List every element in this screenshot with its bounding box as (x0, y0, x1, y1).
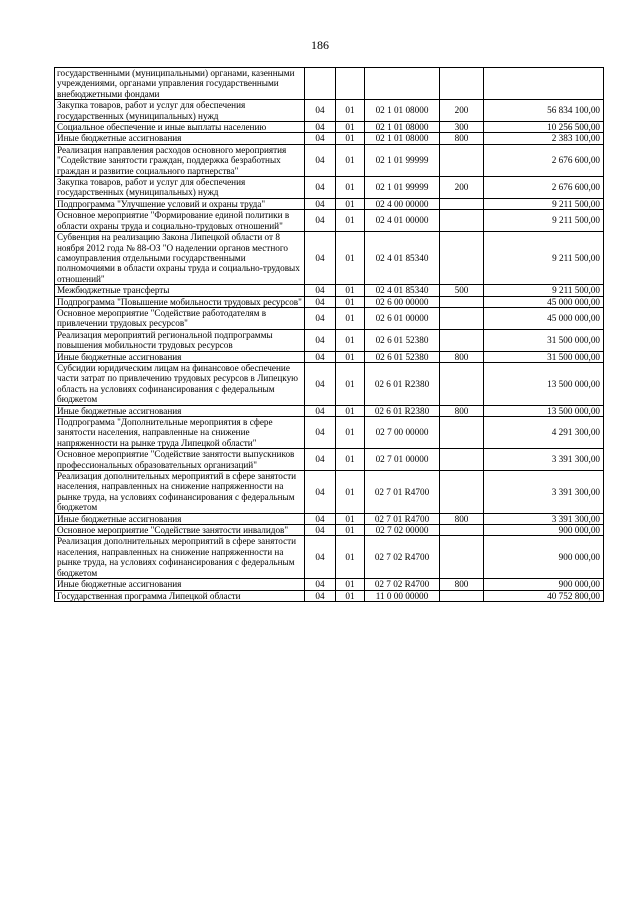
expense-type-cell: 200 (440, 177, 484, 199)
target-article-cell (365, 68, 440, 100)
amount-cell: 45 000 000,00 (484, 307, 604, 329)
expense-type-cell: 800 (440, 513, 484, 524)
section-code-cell: 01 (336, 405, 365, 416)
section-code-cell: 01 (336, 210, 365, 232)
amount-cell: 900 000,00 (484, 525, 604, 536)
admin-code-cell: 04 (305, 329, 336, 351)
section-code-cell: 01 (336, 307, 365, 329)
target-article-cell: 02 7 02 00000 (365, 525, 440, 536)
section-code-cell: 01 (336, 122, 365, 133)
item-name-cell: Реализация дополнительных мероприятий в сфере занятости населения, направленных на снижение напряженности на рынке труда, на условиях софинансирования с федеральным бюджетом (55, 471, 305, 514)
target-article-cell: 02 1 01 08000 (365, 100, 440, 122)
target-article-cell: 02 6 01 52380 (365, 351, 440, 362)
expense-type-cell (440, 232, 484, 285)
admin-code-cell: 04 (305, 536, 336, 579)
expense-type-cell (440, 198, 484, 209)
amount-cell: 40 752 800,00 (484, 590, 604, 601)
expense-type-cell (440, 329, 484, 351)
item-name-cell: Основное мероприятие "Формирование единой политики в области охраны труда и социально-трудовых отношений" (55, 210, 305, 232)
admin-code-cell: 04 (305, 405, 336, 416)
expense-type-cell (440, 210, 484, 232)
expense-type-cell (440, 471, 484, 514)
table-row (55, 210, 604, 232)
budget-table-body (55, 68, 604, 602)
table-row (55, 417, 604, 449)
admin-code-cell: 04 (305, 100, 336, 122)
amount-cell: 9 211 500,00 (484, 285, 604, 296)
table-row (55, 296, 604, 307)
admin-code-cell: 04 (305, 579, 336, 590)
amount-cell: 2 676 600,00 (484, 144, 604, 176)
target-article-cell: 02 4 00 00000 (365, 198, 440, 209)
item-name-cell: Закупка товаров, работ и услуг для обеспечения государственных (муниципальных) нужд (55, 100, 305, 122)
section-code-cell (336, 68, 365, 100)
item-name-cell: Субсидии юридическим лицам на финансовое обеспечение части затрат по привлечению трудовых ресурсов в Липецкую область на условиях софинансирования с федеральным бюджетом (55, 362, 305, 405)
amount-cell: 13 500 000,00 (484, 405, 604, 416)
table-row (55, 525, 604, 536)
admin-code-cell: 04 (305, 449, 336, 471)
table-row (55, 232, 604, 285)
item-name-cell: Закупка товаров, работ и услуг для обеспечения государственных (муниципальных) нужд (55, 177, 305, 199)
target-article-cell: 02 7 01 R4700 (365, 513, 440, 524)
expense-type-cell: 800 (440, 351, 484, 362)
amount-cell: 3 391 300,00 (484, 449, 604, 471)
section-code-cell: 01 (336, 525, 365, 536)
target-article-cell: 02 7 02 R4700 (365, 579, 440, 590)
expense-type-cell: 800 (440, 133, 484, 144)
section-code-cell: 01 (336, 536, 365, 579)
table-row (55, 329, 604, 351)
admin-code-cell: 04 (305, 513, 336, 524)
admin-code-cell (305, 68, 336, 100)
admin-code-cell: 04 (305, 285, 336, 296)
target-article-cell: 02 7 02 R4700 (365, 536, 440, 579)
amount-cell: 31 500 000,00 (484, 329, 604, 351)
amount-cell: 2 676 600,00 (484, 177, 604, 199)
table-row (55, 362, 604, 405)
item-name-cell: Иные бюджетные ассигнования (55, 405, 305, 416)
expense-type-cell: 800 (440, 405, 484, 416)
amount-cell: 3 391 300,00 (484, 471, 604, 514)
target-article-cell: 11 0 00 00000 (365, 590, 440, 601)
target-article-cell: 02 4 01 85340 (365, 285, 440, 296)
budget-table (54, 67, 604, 602)
item-name-cell: государственными (муниципальными) органами, казенными учреждениями, органами управления государственными внебюджетными фондами (55, 68, 305, 100)
section-code-cell: 01 (336, 471, 365, 514)
target-article-cell: 02 6 01 52380 (365, 329, 440, 351)
target-article-cell: 02 6 00 00000 (365, 296, 440, 307)
item-name-cell: Реализация направления расходов основного мероприятия "Содействие занятости граждан, поддержка безработных граждан и развитие социального партнерства" (55, 144, 305, 176)
expense-type-cell (440, 307, 484, 329)
amount-cell: 9 211 500,00 (484, 210, 604, 232)
expense-type-cell (440, 362, 484, 405)
expense-type-cell (440, 296, 484, 307)
expense-type-cell: 500 (440, 285, 484, 296)
target-article-cell: 02 6 01 00000 (365, 307, 440, 329)
target-article-cell: 02 4 01 00000 (365, 210, 440, 232)
target-article-cell: 02 7 01 R4700 (365, 471, 440, 514)
section-code-cell: 01 (336, 296, 365, 307)
target-article-cell: 02 1 01 99999 (365, 177, 440, 199)
section-code-cell: 01 (336, 362, 365, 405)
admin-code-cell: 04 (305, 296, 336, 307)
section-code-cell: 01 (336, 144, 365, 176)
table-row (55, 513, 604, 524)
admin-code-cell: 04 (305, 471, 336, 514)
section-code-cell: 01 (336, 513, 365, 524)
section-code-cell: 01 (336, 285, 365, 296)
target-article-cell: 02 1 01 99999 (365, 144, 440, 176)
target-article-cell: 02 1 01 08000 (365, 133, 440, 144)
admin-code-cell: 04 (305, 351, 336, 362)
expense-type-cell (440, 590, 484, 601)
item-name-cell: Иные бюджетные ассигнования (55, 513, 305, 524)
amount-cell: 9 211 500,00 (484, 232, 604, 285)
target-article-cell: 02 6 01 R2380 (365, 405, 440, 416)
table-row (55, 307, 604, 329)
expense-type-cell (440, 144, 484, 176)
table-row (55, 133, 604, 144)
table-row (55, 405, 604, 416)
amount-cell (484, 68, 604, 100)
expense-type-cell: 200 (440, 100, 484, 122)
item-name-cell: Реализация дополнительных мероприятий в сфере занятости населения, направленных на снижение напряженности на рынке труда, на условиях софинансирования с федеральным бюджетом (55, 536, 305, 579)
table-row (55, 144, 604, 176)
admin-code-cell: 04 (305, 210, 336, 232)
amount-cell: 13 500 000,00 (484, 362, 604, 405)
item-name-cell: Реализация мероприятий региональной подпрограммы повышения мобильности трудовых ресурсов (55, 329, 305, 351)
admin-code-cell: 04 (305, 177, 336, 199)
item-name-cell: Основное мероприятие "Содействие занятости выпускников профессиональных образовательных организаций" (55, 449, 305, 471)
table-row (55, 68, 604, 100)
admin-code-cell: 04 (305, 362, 336, 405)
section-code-cell: 01 (336, 449, 365, 471)
amount-cell: 4 291 300,00 (484, 417, 604, 449)
item-name-cell: Социальное обеспечение и иные выплаты населению (55, 122, 305, 133)
admin-code-cell: 04 (305, 144, 336, 176)
table-row (55, 122, 604, 133)
table-row (55, 285, 604, 296)
table-row (55, 590, 604, 601)
table-row (55, 177, 604, 199)
item-name-cell: Подпрограмма "Дополнительные мероприятия в сфере занятости населения, направленные на снижение напряженности на рынке труда Липецкой области" (55, 417, 305, 449)
target-article-cell: 02 4 01 85340 (365, 232, 440, 285)
table-row (55, 471, 604, 514)
amount-cell: 31 500 000,00 (484, 351, 604, 362)
section-code-cell: 01 (336, 100, 365, 122)
target-article-cell: 02 7 00 00000 (365, 417, 440, 449)
admin-code-cell: 04 (305, 525, 336, 536)
item-name-cell: Подпрограмма "Улучшение условий и охраны труда" (55, 198, 305, 209)
expense-type-cell: 800 (440, 579, 484, 590)
expense-type-cell: 300 (440, 122, 484, 133)
item-name-cell: Основное мероприятие "Содействие занятости инвалидов" (55, 525, 305, 536)
section-code-cell: 01 (336, 177, 365, 199)
amount-cell: 56 834 100,00 (484, 100, 604, 122)
admin-code-cell: 04 (305, 122, 336, 133)
table-row (55, 100, 604, 122)
section-code-cell: 01 (336, 351, 365, 362)
expense-type-cell (440, 417, 484, 449)
expense-type-cell (440, 68, 484, 100)
section-code-cell: 01 (336, 590, 365, 601)
item-name-cell: Межбюджетные трансферты (55, 285, 305, 296)
item-name-cell: Субвенция на реализацию Закона Липецкой области от 8 ноября 2012 года № 88-ОЗ "О наделении органов местного самоуправления отдельными государственными полномочиями в области охраны труда и социально-трудовых отношений" (55, 232, 305, 285)
item-name-cell: Иные бюджетные ассигнования (55, 579, 305, 590)
amount-cell: 9 211 500,00 (484, 198, 604, 209)
item-name-cell: Иные бюджетные ассигнования (55, 133, 305, 144)
table-row (55, 198, 604, 209)
table-row (55, 536, 604, 579)
admin-code-cell: 04 (305, 417, 336, 449)
target-article-cell: 02 1 01 08000 (365, 122, 440, 133)
amount-cell: 900 000,00 (484, 536, 604, 579)
page-number: 186 (311, 38, 329, 52)
item-name-cell: Основное мероприятие "Содействие работодателям в привлечении трудовых ресурсов" (55, 307, 305, 329)
admin-code-cell: 04 (305, 232, 336, 285)
table-row (55, 449, 604, 471)
admin-code-cell: 04 (305, 307, 336, 329)
amount-cell: 3 391 300,00 (484, 513, 604, 524)
target-article-cell: 02 6 01 R2380 (365, 362, 440, 405)
table-row (55, 351, 604, 362)
item-name-cell: Иные бюджетные ассигнования (55, 351, 305, 362)
amount-cell: 45 000 000,00 (484, 296, 604, 307)
admin-code-cell: 04 (305, 590, 336, 601)
amount-cell: 900 000,00 (484, 579, 604, 590)
amount-cell: 10 256 500,00 (484, 122, 604, 133)
section-code-cell: 01 (336, 232, 365, 285)
section-code-cell: 01 (336, 579, 365, 590)
item-name-cell: Государственная программа Липецкой области (55, 590, 305, 601)
expense-type-cell (440, 449, 484, 471)
section-code-cell: 01 (336, 133, 365, 144)
expense-type-cell (440, 536, 484, 579)
section-code-cell: 01 (336, 329, 365, 351)
item-name-cell: Подпрограмма "Повышение мобильности трудовых ресурсов" (55, 296, 305, 307)
expense-type-cell (440, 525, 484, 536)
section-code-cell: 01 (336, 198, 365, 209)
admin-code-cell: 04 (305, 198, 336, 209)
section-code-cell: 01 (336, 417, 365, 449)
table-row (55, 579, 604, 590)
target-article-cell: 02 7 01 00000 (365, 449, 440, 471)
amount-cell: 2 383 100,00 (484, 133, 604, 144)
admin-code-cell: 04 (305, 133, 336, 144)
